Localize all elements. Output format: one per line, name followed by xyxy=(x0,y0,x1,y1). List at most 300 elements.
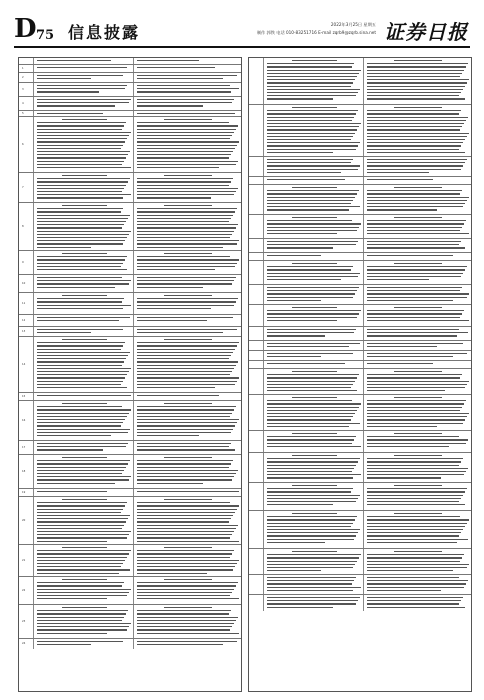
fine-print-line xyxy=(137,141,239,142)
fine-print-line xyxy=(37,188,124,189)
fine-print-line xyxy=(137,266,235,267)
fine-print-line xyxy=(137,435,199,436)
fine-print-line xyxy=(267,279,341,280)
fine-print-line xyxy=(267,461,358,462)
fine-print-line xyxy=(267,443,352,444)
fine-print-line xyxy=(137,283,232,284)
original-text-cell xyxy=(33,401,134,441)
row-number: 19 xyxy=(22,491,26,494)
fine-print-line xyxy=(137,280,234,281)
fine-print-line xyxy=(367,247,465,248)
fine-print-line xyxy=(367,193,460,194)
fine-print-line xyxy=(267,287,359,288)
fine-print-line xyxy=(37,446,126,447)
fine-print-line xyxy=(37,419,125,420)
fine-print-line xyxy=(367,139,465,140)
table-row xyxy=(249,430,471,453)
fine-print-line xyxy=(267,439,354,440)
original-text-cell xyxy=(263,395,364,431)
fine-print-line xyxy=(37,215,130,216)
fine-print-line xyxy=(37,595,127,596)
fine-print-line xyxy=(37,563,123,564)
row-number-cell xyxy=(19,337,33,393)
fine-print-line xyxy=(137,167,219,168)
table-row xyxy=(249,326,471,341)
fine-print-line xyxy=(394,187,443,188)
fine-print-line xyxy=(267,343,360,344)
row-number-cell xyxy=(19,275,33,293)
fine-print-line xyxy=(267,89,360,90)
fine-print-line xyxy=(367,133,469,134)
fine-print-line xyxy=(367,169,461,170)
fine-print-line xyxy=(37,298,124,299)
fine-print-line xyxy=(137,99,234,100)
fine-print-line xyxy=(267,356,321,357)
fine-print-line xyxy=(37,416,127,417)
fine-print-line xyxy=(267,523,353,524)
fine-print-line xyxy=(367,297,467,298)
fine-print-line xyxy=(164,295,213,296)
fine-print-line xyxy=(292,485,337,486)
fine-print-line xyxy=(267,498,358,499)
fine-print-line xyxy=(367,400,466,401)
fine-print-line xyxy=(37,361,124,362)
fine-print-line xyxy=(267,607,333,608)
fine-print-line xyxy=(367,577,459,578)
table-row xyxy=(19,496,241,545)
fine-print-line xyxy=(267,413,355,414)
row-number: 7 xyxy=(22,186,24,189)
fine-print-line xyxy=(137,259,239,260)
fine-print-line xyxy=(137,582,238,583)
revised-text-cell xyxy=(363,105,472,157)
fine-print-line xyxy=(267,407,359,408)
row-number-cell xyxy=(249,285,263,305)
fine-print-line xyxy=(137,381,237,382)
fine-print-line xyxy=(137,113,235,114)
fine-print-line xyxy=(37,525,124,526)
fine-print-line xyxy=(37,610,128,611)
fine-print-line xyxy=(37,102,129,103)
fine-print-line xyxy=(267,529,360,530)
fine-print-line xyxy=(137,60,199,61)
fine-print-line xyxy=(37,620,122,621)
fine-print-line xyxy=(164,339,213,340)
fine-print-line xyxy=(37,211,121,212)
row-number-cell xyxy=(249,369,263,395)
fine-print-line xyxy=(267,488,353,489)
fine-print-line xyxy=(137,620,236,621)
fine-print-line xyxy=(37,449,103,450)
fine-print-line xyxy=(37,509,123,510)
fine-print-line xyxy=(267,209,349,210)
fine-print-line xyxy=(367,353,467,354)
row-number: 6 xyxy=(22,143,24,146)
fine-print-line xyxy=(367,230,460,231)
table-row xyxy=(19,202,241,251)
fine-print-line xyxy=(37,161,124,162)
fine-print-line xyxy=(367,76,460,77)
fine-print-line xyxy=(137,534,232,535)
fine-print-line xyxy=(137,589,234,590)
fine-print-line xyxy=(367,120,466,121)
fine-print-line xyxy=(37,138,127,139)
original-text-cell xyxy=(33,203,134,251)
fine-print-line xyxy=(137,371,232,372)
fine-print-line xyxy=(267,266,353,267)
original-text-cell xyxy=(263,305,364,327)
fine-print-line xyxy=(37,473,122,474)
fine-print-line xyxy=(367,92,461,93)
fine-print-line xyxy=(37,435,111,436)
fine-print-line xyxy=(367,390,445,391)
fine-print-line xyxy=(367,152,465,153)
table-row xyxy=(19,400,241,441)
fine-print-line xyxy=(267,590,353,591)
fine-print-line xyxy=(267,290,357,291)
table-row xyxy=(249,574,471,595)
row-number-cell xyxy=(249,215,263,239)
fine-print-line xyxy=(137,641,237,642)
fine-print-line xyxy=(37,269,127,270)
fine-print-line xyxy=(367,587,464,588)
fine-print-line xyxy=(267,203,351,204)
fine-print-line xyxy=(267,564,355,565)
left-disclosure-table xyxy=(18,57,242,692)
fine-print-line xyxy=(267,165,360,166)
fine-print-line xyxy=(137,256,230,257)
fine-print-line xyxy=(137,473,236,474)
fine-print-line xyxy=(367,597,463,598)
fine-print-line xyxy=(367,220,466,221)
fine-print-line xyxy=(367,200,467,201)
fine-print-line xyxy=(37,443,128,444)
fine-print-line xyxy=(37,280,131,281)
fine-print-line xyxy=(137,85,230,86)
fine-print-line xyxy=(367,290,460,291)
fine-print-line xyxy=(137,105,203,106)
row-number: 3 xyxy=(22,88,24,91)
fine-print-line xyxy=(37,237,127,238)
table-row xyxy=(249,284,471,305)
revised-text-cell xyxy=(363,369,472,395)
fine-print-line xyxy=(367,523,467,524)
fine-print-line xyxy=(267,162,351,163)
fine-print-line xyxy=(267,446,361,447)
fine-print-line xyxy=(267,276,358,277)
fine-print-line xyxy=(137,227,236,228)
fine-print-line xyxy=(267,353,353,354)
fine-print-line xyxy=(394,397,443,398)
original-text-cell xyxy=(263,327,364,341)
revised-text-cell xyxy=(133,337,242,393)
fine-print-line xyxy=(137,122,229,123)
fine-print-line xyxy=(267,416,353,417)
fine-print-line xyxy=(137,215,233,216)
row-number-cell xyxy=(249,185,263,215)
fine-print-line xyxy=(37,178,130,179)
table-row xyxy=(249,260,471,285)
fine-print-line xyxy=(367,526,465,527)
fine-print-line xyxy=(62,119,107,120)
fine-print-line xyxy=(37,332,91,333)
row-number-cell xyxy=(249,483,263,511)
fine-print-line xyxy=(137,161,238,162)
fine-print-line xyxy=(37,224,124,225)
fine-print-line xyxy=(367,203,465,204)
fine-print-line xyxy=(137,208,237,209)
fine-print-line xyxy=(267,269,351,270)
row-number: 10 xyxy=(22,282,26,285)
fine-print-line xyxy=(137,374,230,375)
fine-print-line xyxy=(367,384,467,385)
fine-print-line xyxy=(37,301,122,302)
original-text-cell xyxy=(33,577,134,605)
fine-print-line xyxy=(267,535,356,536)
fine-print-line xyxy=(137,592,232,593)
fine-print-line xyxy=(367,145,461,146)
fine-print-line xyxy=(267,149,356,150)
fine-print-line xyxy=(367,387,465,388)
fine-print-line xyxy=(267,468,354,469)
fine-print-line xyxy=(267,465,356,466)
row-number: 12 xyxy=(22,319,26,322)
fine-print-line xyxy=(267,436,356,437)
revised-text-cell xyxy=(363,157,472,177)
fine-print-line xyxy=(267,458,360,459)
fine-print-line xyxy=(267,230,357,231)
fine-print-line xyxy=(367,443,466,444)
fine-print-line xyxy=(137,633,239,634)
fine-print-line xyxy=(267,495,360,496)
fine-print-line xyxy=(137,67,215,68)
original-text-cell xyxy=(263,483,364,511)
row-number-cell xyxy=(249,431,263,453)
fine-print-line xyxy=(137,613,229,614)
fine-print-line xyxy=(367,266,467,267)
fine-print-line xyxy=(367,159,467,160)
fine-print-line xyxy=(267,557,359,558)
original-text-cell xyxy=(263,431,364,453)
fine-print-line xyxy=(394,107,443,108)
fine-print-line xyxy=(137,129,236,130)
row-number-cell xyxy=(19,441,33,455)
fine-print-line xyxy=(367,403,464,404)
fine-print-line xyxy=(137,479,232,480)
fine-print-line xyxy=(37,308,123,309)
fine-print-line xyxy=(62,253,107,254)
fine-print-line xyxy=(267,92,358,93)
fine-print-line xyxy=(267,542,325,543)
fine-print-line xyxy=(267,123,361,124)
fine-print-line xyxy=(367,542,457,543)
revised-text-cell xyxy=(363,239,472,253)
fine-print-line xyxy=(37,218,128,219)
revised-text-cell xyxy=(363,58,472,104)
fine-print-line xyxy=(292,307,337,308)
fine-print-line xyxy=(292,513,337,514)
section-title: 信息披露 xyxy=(68,23,141,42)
fine-print-line xyxy=(267,471,352,472)
fine-print-line xyxy=(367,346,437,347)
fine-print-line xyxy=(367,419,465,420)
row-number-cell xyxy=(249,595,263,611)
row-number: 4 xyxy=(22,102,24,105)
fine-print-line xyxy=(267,113,356,114)
fine-print-line xyxy=(267,567,353,568)
fine-print-line xyxy=(367,190,462,191)
fine-print-line xyxy=(367,498,461,499)
fine-print-line xyxy=(267,580,354,581)
fine-print-line xyxy=(37,355,128,356)
row-number: 17 xyxy=(22,446,26,449)
revised-text-cell xyxy=(363,261,472,285)
fine-print-line xyxy=(367,504,465,505)
fine-print-line xyxy=(62,499,107,500)
fine-print-line xyxy=(394,217,443,218)
fine-print-line xyxy=(267,583,352,584)
fine-print-line xyxy=(367,488,467,489)
fine-print-line xyxy=(137,358,229,359)
fine-print-line xyxy=(267,297,353,298)
fine-print-line xyxy=(137,585,236,586)
fine-print-line xyxy=(37,197,123,198)
original-text-cell xyxy=(263,369,364,395)
row-number-cell xyxy=(19,605,33,639)
original-text-cell xyxy=(263,215,364,239)
fine-print-line xyxy=(367,381,469,382)
table-row xyxy=(249,452,471,483)
revised-text-cell xyxy=(133,203,242,251)
fine-print-line xyxy=(267,587,361,588)
fine-print-line xyxy=(137,332,223,333)
original-text-cell xyxy=(33,639,134,649)
fine-print-line xyxy=(367,273,463,274)
row-number-cell xyxy=(19,639,33,649)
fine-print-line xyxy=(37,221,126,222)
fine-print-line xyxy=(37,626,129,627)
fine-print-line xyxy=(137,221,229,222)
fine-print-line xyxy=(267,300,321,301)
revised-text-cell xyxy=(133,251,242,275)
fine-print-line xyxy=(367,363,433,364)
fine-print-line xyxy=(367,343,463,344)
fine-print-line xyxy=(367,82,467,83)
fine-print-line xyxy=(267,129,357,130)
fine-print-line xyxy=(367,223,464,224)
revised-text-cell xyxy=(133,117,242,173)
fine-print-line xyxy=(37,151,130,152)
fine-print-line xyxy=(137,518,231,519)
fine-print-line xyxy=(267,419,351,420)
fine-print-line xyxy=(137,557,230,558)
fine-print-line xyxy=(137,537,230,538)
row-number: 20 xyxy=(22,519,26,522)
fine-print-line xyxy=(37,429,130,430)
fine-print-line xyxy=(137,395,219,396)
row-number: 18 xyxy=(22,470,26,473)
row-number-cell xyxy=(19,117,33,173)
fine-print-line xyxy=(367,335,457,336)
row-number: 22 xyxy=(22,589,26,592)
row-number: 1 xyxy=(22,67,24,70)
fine-print-line xyxy=(367,439,468,440)
fine-print-line xyxy=(37,463,128,464)
fine-print-line xyxy=(137,125,238,126)
fine-print-line xyxy=(137,569,233,570)
fine-print-line xyxy=(367,446,449,447)
fine-print-line xyxy=(367,255,453,256)
revised-text-cell xyxy=(133,401,242,441)
fine-print-line xyxy=(267,332,354,333)
fine-print-line xyxy=(37,557,127,558)
table-row xyxy=(19,638,241,649)
fine-print-line xyxy=(367,244,459,245)
fine-print-line xyxy=(367,377,460,378)
revised-text-cell xyxy=(363,285,472,305)
fine-print-line xyxy=(367,89,463,90)
fine-print-line xyxy=(367,332,468,333)
fine-print-line xyxy=(137,361,238,362)
fine-print-line xyxy=(137,476,234,477)
original-text-cell xyxy=(263,185,364,215)
fine-print-line xyxy=(267,310,361,311)
fine-print-line xyxy=(367,423,463,424)
row-number-cell xyxy=(249,105,263,157)
fine-print-line xyxy=(37,88,125,89)
original-text-cell xyxy=(33,293,134,315)
fine-print-line xyxy=(137,263,237,264)
original-text-cell xyxy=(33,83,134,97)
fine-print-line xyxy=(37,381,123,382)
fine-print-line xyxy=(267,66,352,67)
revised-text-cell xyxy=(133,275,242,293)
fine-print-line xyxy=(137,617,238,618)
revised-text-cell xyxy=(133,497,242,545)
fine-print-line xyxy=(292,551,337,552)
fine-print-line xyxy=(267,76,357,77)
fine-print-line xyxy=(267,346,349,347)
fine-print-line xyxy=(137,467,229,468)
fine-print-line xyxy=(267,335,325,336)
fine-print-line xyxy=(37,342,125,343)
fine-print-line xyxy=(267,504,333,505)
original-text-cell xyxy=(263,595,364,611)
fine-print-line xyxy=(367,329,459,330)
fine-print-line xyxy=(137,377,239,378)
fine-print-line xyxy=(367,465,459,466)
fine-print-line xyxy=(137,470,238,471)
fine-print-line xyxy=(292,397,337,398)
row-number: 9 xyxy=(22,261,24,264)
fine-print-line xyxy=(367,580,468,581)
fine-print-line xyxy=(137,515,233,516)
table-row xyxy=(19,274,241,293)
fine-print-line xyxy=(137,422,237,423)
fine-print-line xyxy=(394,455,443,456)
fine-print-line xyxy=(137,349,235,350)
row-number-cell xyxy=(19,497,33,545)
original-text-cell xyxy=(33,117,134,173)
fine-print-line xyxy=(37,154,128,155)
fine-print-line xyxy=(137,151,233,152)
table-row xyxy=(249,184,471,215)
fine-print-line xyxy=(267,159,353,160)
fine-print-line xyxy=(37,358,126,359)
fine-print-line xyxy=(394,551,443,552)
fine-print-line xyxy=(37,85,127,86)
fine-print-line xyxy=(267,220,352,221)
